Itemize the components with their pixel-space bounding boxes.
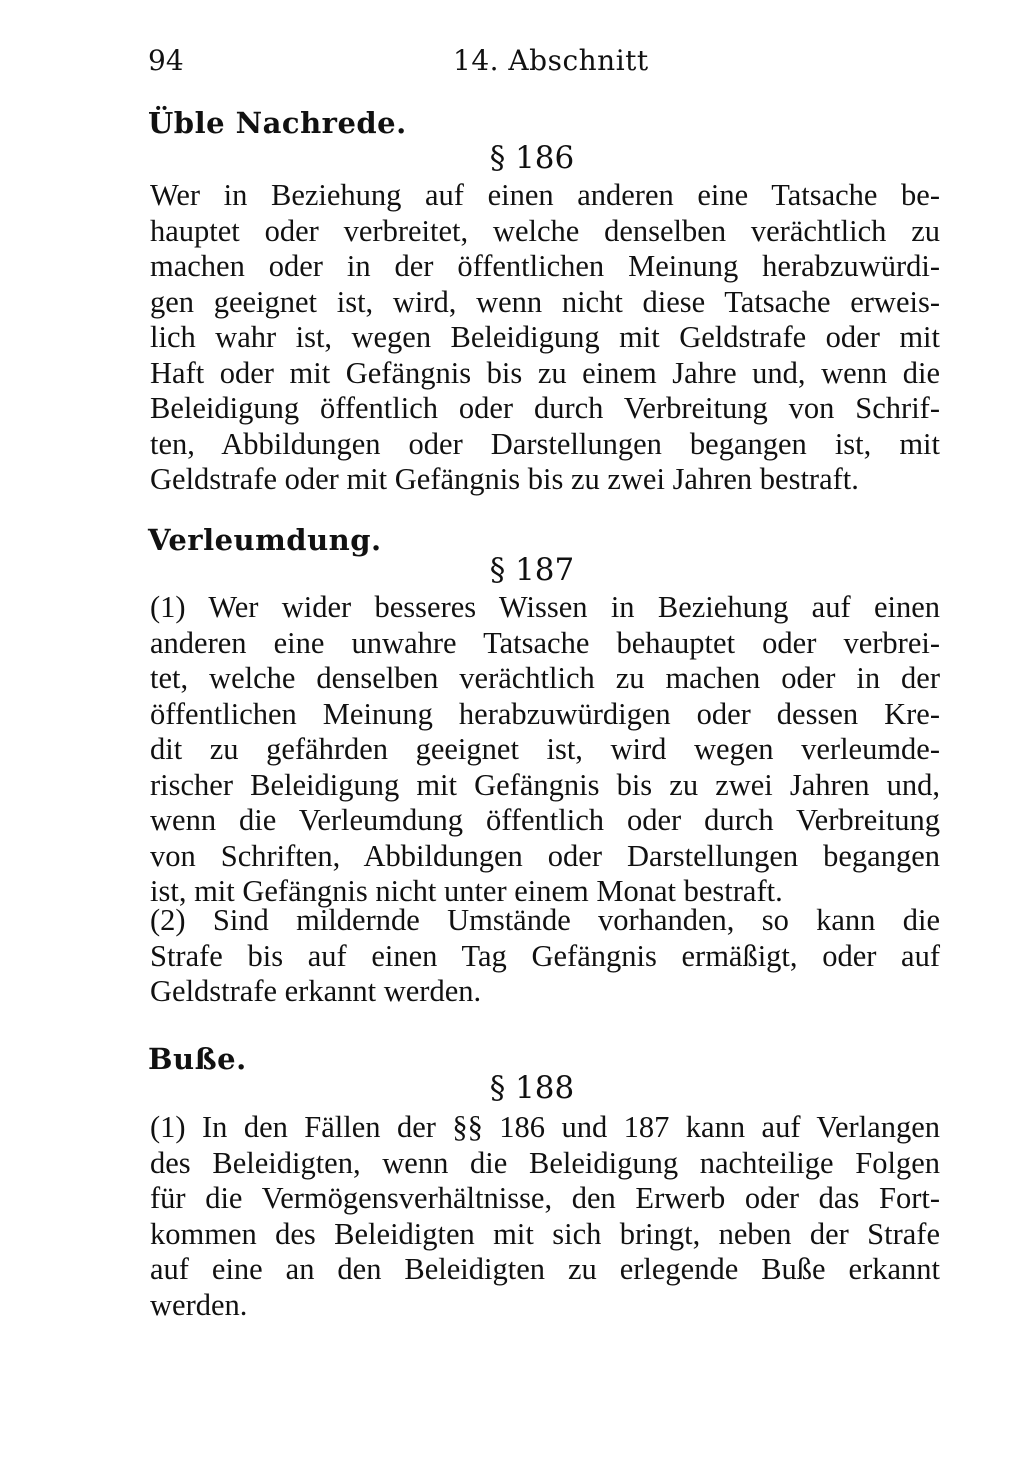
text-line: öffentlichen Meinung herabzuwürdigen oder dessen Kre- [150,696,940,731]
section-186-body [150,178,940,498]
text-line: dit zu gefährden geeignet ist, wird wegen verleumde- [150,732,940,766]
text-line: tet, welche denselben verächtlich zu machen oder in der [150,661,940,695]
text-line: (1) In den Fällen der §§ 186 und 187 kann auf Verlangen [150,1110,940,1144]
text-line: ten, Abbildungen oder Darstellungen begangen ist, mit [150,426,940,461]
paragraph-mark-186: § 186 [489,140,575,176]
text-line: hauptet oder verbreitet, welche denselben verächtlich zu [150,213,940,248]
paragraph-187-2-text [150,903,940,1010]
text-line: des Beleidigten, wenn die Beleidigung nachteilige Folgen [150,1145,940,1180]
text-line: Geldstrafe erkannt werden. [150,974,482,1008]
text-line: (2) Sind mildernde Umstände vorhanden, so kann die [150,903,940,937]
paragraph-188-1-text [150,1110,940,1323]
paragraph-mark-188: § 188 [489,1070,575,1106]
text-line: wenn die Verleumdung öffentlich oder durch Verbreitung [150,803,940,837]
text-line: gen geeignet ist, wird, wenn nicht diese Tatsache erweis- [150,284,940,319]
section-187-2-body [150,903,940,1010]
text-line: ist, mit Gefängnis nicht unter einem Monat bestraft. [150,874,783,908]
text-line: Beleidigung öffentlich oder durch Verbreitung von Schrif- [150,391,940,425]
text-line: auf eine an den Beleidigten zu erlegende Buße erkannt [150,1252,940,1286]
text-line: kommen des Beleidigten mit sich bringt, neben der Strafe [150,1216,940,1251]
text-line: für die Vermögensverhältnisse, den Erwerb oder das Fort- [150,1181,940,1215]
paragraph-187-1-text [150,590,940,910]
text-line: werden. [150,1287,248,1322]
running-header [148,44,948,84]
paragraph-186-text [150,178,940,498]
text-line: Haft oder mit Gefängnis bis zu einem Jahre und, wenn die [150,355,940,390]
section-heading-verleumdung: Verleumdung. [148,523,382,557]
page-number: 94 [148,44,184,77]
section-heading-uble-nachrede: Üble Nachrede. [148,106,407,140]
text-line: Wer in Beziehung auf einen anderen eine Tatsache be- [150,178,940,212]
text-line: lich wahr ist, wegen Beleidigung mit Geldstrafe oder mit [150,320,940,354]
text-line: (1) Wer wider besseres Wissen in Beziehung auf einen [150,590,940,624]
text-line: Geldstrafe oder mit Gefängnis bis zu zwei Jahren bestraft. [150,462,859,496]
section-188-body [150,1110,940,1323]
text-line: von Schriften, Abbildungen oder Darstellungen begangen [150,838,940,873]
section-heading-busse: Buße. [148,1042,247,1076]
text-line: Strafe bis auf einen Tag Gefängnis ermäßigt, oder auf [150,938,940,973]
text-line: anderen eine unwahre Tatsache behauptet oder verbrei- [150,625,940,660]
section-187-body [150,590,940,910]
text-line: machen oder in der öffentlichen Meinung herabzuwürdi- [150,249,940,283]
text-line: rischer Beleidigung mit Gefängnis bis zu zwei Jahren und, [150,767,940,802]
chapter-title: 14. Abschnitt [453,44,649,77]
paragraph-mark-187: § 187 [489,552,575,588]
